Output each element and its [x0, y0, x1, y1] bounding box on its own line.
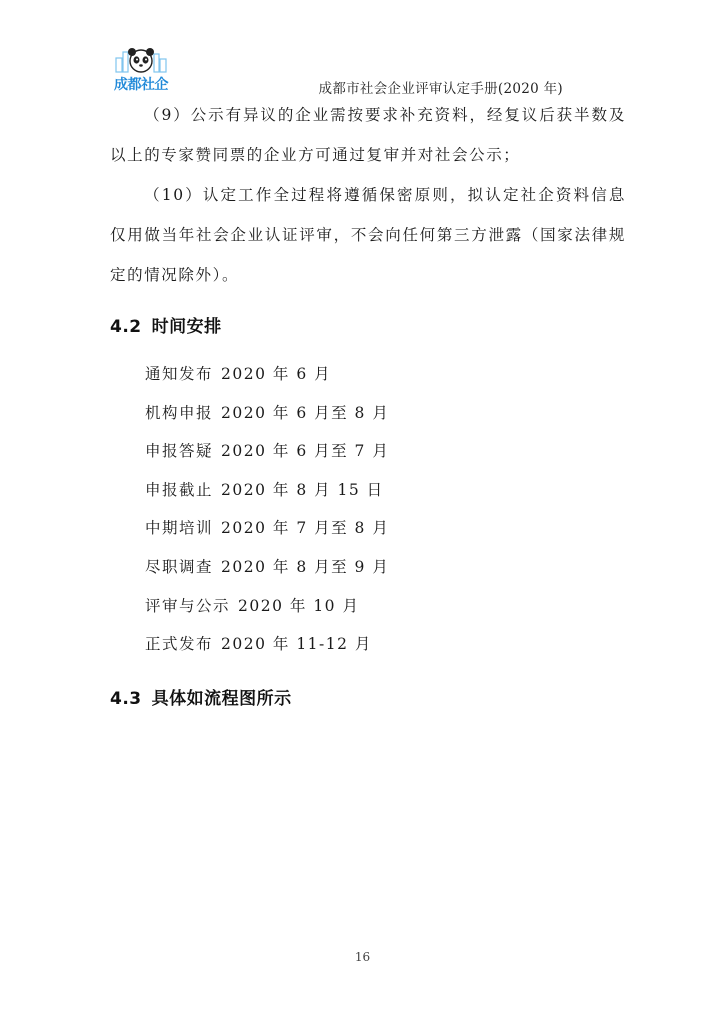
schedule-item	[145, 625, 389, 664]
schedule-phase: 尽职调查	[145, 557, 214, 576]
schedule-phase: 正式发布	[145, 635, 214, 654]
schedule-phase: 通知发布	[145, 365, 214, 383]
schedule-item	[145, 471, 389, 510]
schedule-item	[145, 394, 389, 433]
schedule-phase: 申报答疑	[145, 442, 214, 461]
section-title: 具体如流程图所示	[151, 689, 292, 709]
schedule-time: 2020 年 8 月 15 日	[221, 480, 384, 499]
schedule-time: 2020 年 10 月	[238, 596, 360, 615]
section-heading-4-3	[110, 684, 292, 709]
schedule-phase: 评审与公示	[145, 596, 231, 615]
schedule-time: 2020 年 6 月至 7 月	[221, 442, 390, 461]
panda-icon	[110, 44, 172, 78]
schedule-item	[145, 587, 389, 626]
schedule-time: 2020 年 6 月至 8 月	[221, 403, 390, 422]
section-number: 4.2	[110, 317, 142, 337]
schedule-item	[145, 509, 389, 548]
schedule-item	[145, 355, 389, 394]
page-number: 16	[354, 950, 371, 964]
schedule-time: 2020 年 7 月至 8 月	[221, 519, 390, 538]
schedule-phase: 中期培训	[145, 519, 214, 538]
section-number: 4.3	[110, 689, 142, 709]
paragraph-item-9: （9）公示有异议的企业需按要求补充资料，经复议后获半数及以上的专家赞同票的企业方可通过复审并对社会公示；	[110, 106, 626, 164]
header-title: 成都市社会企业评审认定手册(2020 年)	[318, 81, 563, 97]
schedule-phase: 申报截止	[145, 480, 214, 499]
section-title: 时间安排	[151, 317, 222, 337]
paragraph-item-10: （10）认定工作全过程将遵循保密原则，拟认定社企资料信息仅用做当年社会企业认证评审，不会向任何第三方泄露（国家法律规定的情况除外）。	[110, 186, 626, 284]
schedule-list	[145, 355, 389, 664]
schedule-item	[145, 548, 389, 587]
schedule-item	[145, 432, 389, 471]
logo	[110, 44, 172, 96]
schedule-time: 2020 年 11-12 月	[221, 635, 372, 654]
schedule-time: 2020 年 6 月	[221, 365, 332, 383]
schedule-time: 2020 年 8 月至 9 月	[221, 557, 390, 576]
schedule-phase: 机构申报	[145, 403, 214, 422]
section-heading-4-2	[110, 312, 222, 337]
logo-text: 成都社企	[114, 77, 168, 93]
